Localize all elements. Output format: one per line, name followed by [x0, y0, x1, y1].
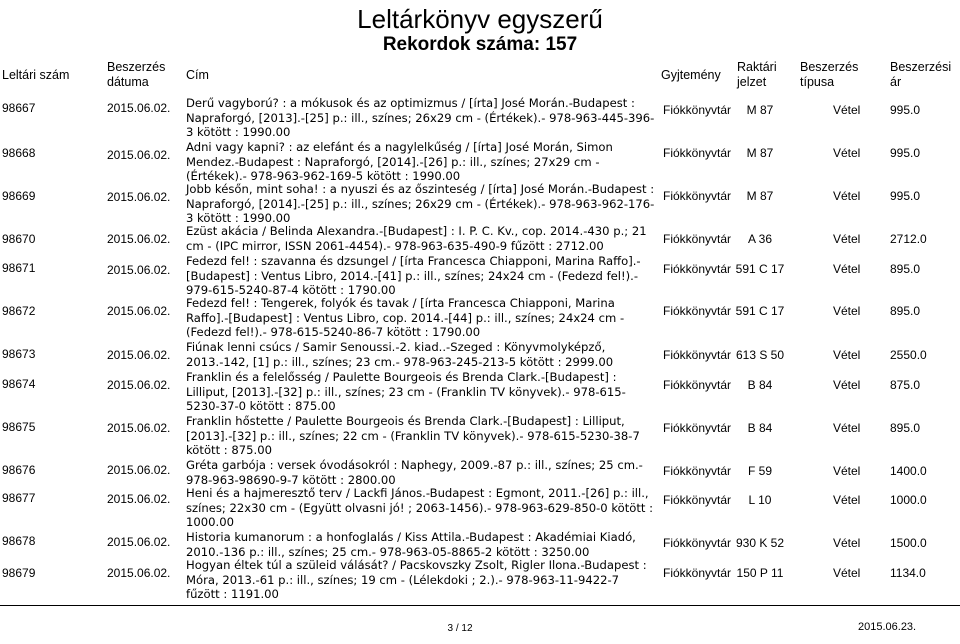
cell-title: Franklin és a felelősség / Paulette Bourgeois és Brenda Clark.-[Budapest] : Lilliput, [2013].-[32] p.: ill., színes; 23 cm - (Franklin TV könyvek).- 978-615-5230-37-0 kötött : 875.00: [186, 370, 626, 413]
page-number: 3 / 12: [447, 623, 473, 634]
cell-collection: Fiókkönyvtár: [663, 232, 732, 246]
cell-collection: Fiókkönyvtár: [663, 493, 732, 507]
cell-acquisition: Vétel: [833, 378, 861, 392]
cell-price: 1500.0: [890, 536, 927, 550]
cell-date: 2015.06.02.: [107, 348, 171, 362]
cell-date: 2015.06.02.: [107, 421, 171, 435]
cell-id: 98674: [2, 377, 36, 391]
cell-price: 995.0: [890, 103, 921, 117]
cell-id: 98671: [2, 261, 36, 275]
cell-date: 2015.06.02.: [107, 378, 171, 392]
cell-location: 613 S 50: [735, 348, 785, 362]
cell-date: 2015.06.02.: [107, 263, 171, 277]
cell-title: Fedezd fel! : Tengerek, folyók és tavak / [írta Francesca Chiapponi, Marina Raffo].-[Budapest] : Ventus Libro, cop. 2014.-[44] p.: ill., színes; 24x24 cm - (Fedezd fel!).- 978-615-5240-86-7 kötött : 1790.00: [186, 296, 625, 339]
cell-acquisition: Vétel: [833, 304, 861, 318]
cell-collection: Fiókkönyvtár: [663, 348, 732, 362]
cell-location: 930 K 52: [735, 536, 785, 550]
cell-title: Historia kumanorum : a honfoglalás / Kiss Attila.-Budapest : Akadémiai Kiadó, 2010.-136 p.: ill., színes; 25 cm.- 978-963-05-8865-2 kötött : 3250.00: [186, 530, 636, 559]
cell-acquisition: Vétel: [833, 536, 861, 550]
cell-location: B 84: [747, 378, 773, 392]
cell-title: Hogyan éltek túl a szüleid válását? / Pacskovszky Zsolt, Rigler Ilona.-Budapest : Móra, 2013.-61 p.: ill., színes; 19 cm - (Lélekdoki ; 2.).- 978-963-11-9422-7 fűzött : 1191.00: [186, 558, 647, 601]
cell-price: 895.0: [890, 304, 921, 318]
cell-location: 591 C 17: [735, 304, 785, 318]
cell-collection: Fiókkönyvtár: [663, 189, 732, 203]
cell-location: F 59: [747, 464, 772, 478]
report-title: Leltárkönyv egyszerű: [357, 4, 603, 34]
report-subtitle: Rekordok száma: 157: [382, 34, 578, 55]
cell-date: 2015.06.02.: [107, 535, 171, 549]
cell-date: 2015.06.02.: [107, 148, 171, 162]
cell-price: 995.0: [890, 146, 921, 160]
cell-acquisition: Vétel: [833, 232, 861, 246]
cell-acquisition: Vétel: [833, 103, 861, 117]
cell-id: 98677: [2, 491, 36, 505]
cell-date: 2015.06.02.: [107, 101, 171, 115]
header-price: Beszerzési ár: [890, 60, 952, 89]
header-acquisition: Beszerzés típusa: [800, 60, 859, 89]
cell-price: 875.0: [890, 378, 921, 392]
cell-collection: Fiókkönyvtár: [663, 304, 732, 318]
header-id: Leltári szám: [2, 68, 70, 82]
cell-id: 98668: [2, 146, 36, 160]
cell-collection: Fiókkönyvtár: [663, 146, 732, 160]
cell-location: M 87: [746, 189, 774, 203]
cell-title: Ezüst akácia / Belinda Alexandra.-[Budapest] : I. P. C. Kv., cop. 2014.-430 p.; 21 cm - (IPC mirror, ISSN 2061-4454).- 978-963-635-490-9 fűzött : 2712.00: [186, 224, 647, 253]
cell-id: 98667: [2, 101, 36, 115]
cell-acquisition: Vétel: [833, 348, 861, 362]
cell-price: 995.0: [890, 189, 921, 203]
cell-date: 2015.06.02.: [107, 304, 171, 318]
print-date: 2015.06.23.: [858, 621, 917, 633]
cell-acquisition: Vétel: [833, 464, 861, 478]
cell-price: 1134.0: [890, 566, 926, 580]
cell-collection: Fiókkönyvtár: [663, 421, 732, 435]
cell-id: 98670: [2, 232, 36, 246]
cell-acquisition: Vétel: [833, 262, 861, 276]
cell-price: 895.0: [890, 262, 921, 276]
cell-title: Derű vagyború? : a mókusok és az optimizmus / [írta] José Morán.-Budapest : Napraforgó, [2013].-[25] p.: ill., színes; 26x29 cm - (Értékek).- 978-963-445-396-3 kötött : 1990.00: [186, 96, 655, 139]
cell-price: 2712.0: [890, 232, 927, 246]
cell-acquisition: Vétel: [833, 493, 861, 507]
header-location: Raktári jelzet: [737, 60, 777, 89]
cell-id: 98673: [2, 347, 36, 361]
cell-price: 1000.0: [890, 493, 927, 507]
cell-title: Jobb későn, mint soha! : a nyuszi és az őszinteség / [írta] José Morán.-Budapest : Napraforgó, [2014].-[25] p.: ill., színes; 26x29 cm - (Értékek).- 978-963-962-176-3 kötött : 1990.00: [186, 182, 655, 225]
cell-date: 2015.06.02.: [107, 232, 171, 246]
cell-location: 150 P 11: [736, 566, 784, 580]
cell-location: B 84: [747, 421, 773, 435]
cell-date: 2015.06.02.: [107, 492, 171, 506]
header-title: Cím: [186, 68, 209, 82]
cell-location: L 10: [748, 493, 772, 507]
cell-id: 98675: [2, 420, 36, 434]
cell-price: 1400.0: [890, 464, 927, 478]
cell-date: 2015.06.02.: [107, 463, 171, 477]
cell-title: Heni és a hajmeresztő terv / Lackfi János.-Budapest : Egmont, 2011.-[26] p.: ill., színes; 22x30 cm - (Együtt olvasni jó! ; 2063-1456).- 978-963-629-850-0 kötött : 1000.00: [186, 486, 654, 529]
cell-id: 98669: [2, 189, 36, 203]
cell-acquisition: Vétel: [833, 421, 861, 435]
cell-acquisition: Vétel: [833, 566, 861, 580]
cell-collection: Fiókkönyvtár: [663, 566, 732, 580]
cell-collection: Fiókkönyvtár: [663, 536, 732, 550]
cell-price: 895.0: [890, 421, 921, 435]
cell-collection: Fiókkönyvtár: [663, 262, 732, 276]
header-collection: Gyjtemény: [661, 68, 721, 82]
cell-date: 2015.06.02.: [107, 190, 171, 204]
header-date: Beszerzés dátuma: [107, 60, 166, 89]
cell-id: 98679: [2, 566, 36, 580]
cell-title: Fiúnak lenni csúcs / Samir Senoussi.-2. kiad..-Szeged : Könyvmolyképző, 2013.-142, [1] p.: ill., színes; 23 cm.- 978-963-245-213-5 kötött : 2999.00: [186, 340, 614, 369]
cell-price: 2550.0: [890, 348, 927, 362]
cell-collection: Fiókkönyvtár: [663, 378, 732, 392]
cell-title: Adni vagy kapni? : az elefánt és a nagylelkűség / [írta] José Morán, Simon Mendez.-Budapest : Napraforgó, [2014].-[26] p.: ill., színes; 27x29 cm - (Értékek).- 978-963-962-169-5 kötött : 1990.00: [186, 140, 613, 183]
cell-location: A 36: [747, 232, 773, 246]
cell-title: Franklin hőstette / Paulette Bourgeois és Brenda Clark.-[Budapest] : Lilliput, [2013].-[32] p.: ill., színes; 22 cm - (Franklin TV könyvek).- 978-615-5230-38-7 kötött : 875.00: [186, 414, 640, 457]
footer-divider: [0, 605, 960, 606]
cell-title: Fedezd fel! : szavanna és dzsungel / [írta Francesca Chiapponi, Marina Raffo].-[Budapest] : Ventus Libro, 2014.-[41] p.: ill., színes; 24x24 cm - (Fedezd fel!).- 979-615-5240-87-4 kötött : 1790.00: [186, 254, 641, 297]
cell-collection: Fiókkönyvtár: [663, 464, 732, 478]
cell-acquisition: Vétel: [833, 146, 861, 160]
cell-acquisition: Vétel: [833, 189, 861, 203]
cell-collection: Fiókkönyvtár: [663, 103, 732, 117]
cell-date: 2015.06.02.: [107, 566, 171, 580]
cell-id: 98678: [2, 534, 36, 548]
cell-title: Gréta garbója : versek óvodásokról : Naphegy, 2009.-87 p.: ill., színes; 25 cm.- 978-963-98690-9-7 kötött : 2800.00: [186, 458, 643, 487]
cell-location: M 87: [746, 146, 774, 160]
cell-id: 98672: [2, 304, 36, 318]
cell-location: 591 C 17: [735, 262, 785, 276]
cell-id: 98676: [2, 463, 36, 477]
cell-location: M 87: [746, 103, 774, 117]
